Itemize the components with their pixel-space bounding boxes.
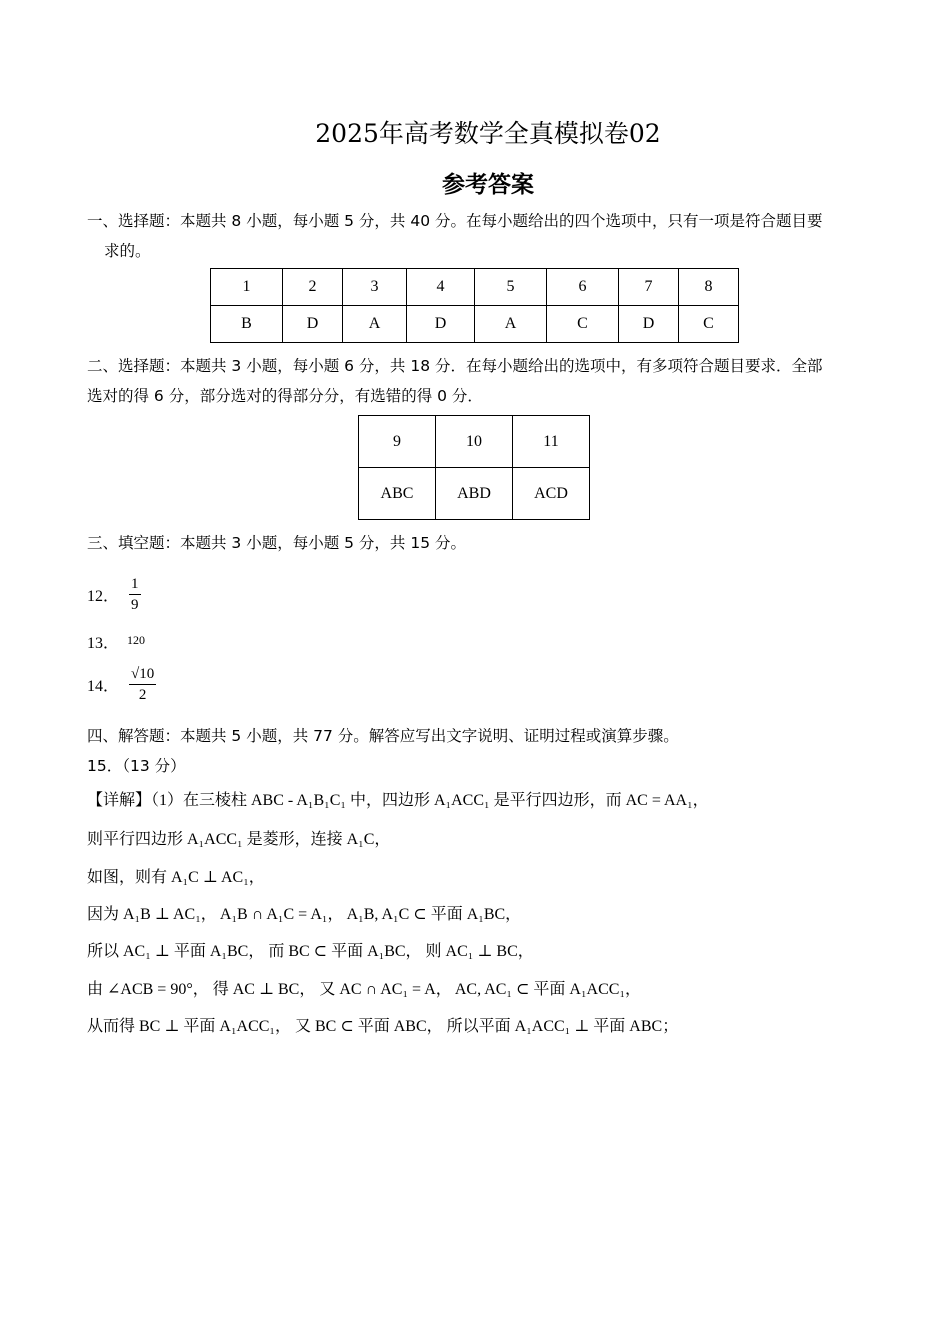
question-label: 14．: [87, 678, 120, 695]
table-cell: ABC: [359, 468, 436, 520]
fraction-numerator: √10: [129, 664, 156, 685]
table-cell: 11: [513, 416, 590, 468]
table-cell: 6: [547, 269, 619, 306]
document-subtitle: 参考答案: [442, 172, 534, 198]
answer-12-fraction: [129, 574, 141, 615]
section2-answer-table: [358, 415, 590, 520]
section2-heading-line1: 二、选择题：本题共 3 小题，每小题 6 分，共 18 分．在每小题给出的选项中，有多项符合题目要求．全部: [87, 357, 823, 375]
fraction-denominator: 2: [138, 687, 147, 703]
section1-answer-table: [210, 268, 739, 343]
table-cell: 8: [679, 269, 739, 306]
answer-14: [87, 664, 156, 705]
table-cell: A: [475, 306, 547, 343]
table-cell: D: [407, 306, 475, 343]
answer-13: [87, 630, 145, 653]
table-row-answers: [359, 468, 590, 520]
solution-line: 由 ∠ACB = 90°， 得 AC ⊥ BC， 又 AC ∩ AC₁ = A， AC, AC₁ ⊂ 平面 A₁ACC₁，: [87, 981, 642, 998]
table-cell: ABD: [436, 468, 513, 520]
solution-line: 【详解】（1）在三棱柱 ABC - A₁B₁C₁ 中，四边形 A₁ACC₁ 是平行四边形，而 AC = AA₁，: [87, 792, 709, 809]
section2-heading-line2: 选对的得 6 分，部分选对的得部分分，有选错的得 0 分．: [87, 387, 483, 405]
table-cell: ACD: [513, 468, 590, 520]
document-title: 2025年高考数学全真模拟卷02: [315, 119, 661, 148]
table-cell: B: [211, 306, 283, 343]
table-row-answers: [211, 306, 739, 343]
solution-line: 则平行四边形 A₁ACC₁ 是菱形，连接 A₁C，: [87, 831, 391, 848]
section1-heading-line1: 一、选择题：本题共 8 小题，每小题 5 分，共 40 分。在每小题给出的四个选项中，只有一项是符合题目要: [87, 212, 823, 230]
table-cell: 10: [436, 416, 513, 468]
solution-line: 因为 A₁B ⊥ AC₁， A₁B ∩ A₁C = A₁， A₁B, A₁C ⊂ 平面 A₁BC，: [87, 906, 522, 923]
table-cell: D: [619, 306, 679, 343]
table-row-numbers: [359, 416, 590, 468]
section1-heading-line2: 求的。: [104, 242, 151, 260]
table-cell: D: [283, 306, 343, 343]
question-label: 12．: [87, 588, 120, 605]
table-cell: C: [547, 306, 619, 343]
table-cell: 4: [407, 269, 475, 306]
table-cell: 1: [211, 269, 283, 306]
table-cell: 7: [619, 269, 679, 306]
table-cell: 3: [343, 269, 407, 306]
table-cell: 2: [283, 269, 343, 306]
section2-heading: [87, 351, 887, 411]
solution-line: 从而得 BC ⊥ 平面 A₁ACC₁， 又 BC ⊂ 平面 ABC， 所以平面 A₁ACC₁ ⊥ 平面 ABC；: [87, 1018, 679, 1035]
question-15-label: 15．（13 分）: [87, 757, 186, 775]
table-cell: A: [343, 306, 407, 343]
answer-12: [87, 574, 141, 615]
fraction-denominator: 9: [131, 597, 139, 613]
answer-14-fraction: [129, 664, 156, 705]
table-cell: C: [679, 306, 739, 343]
table-row-numbers: [211, 269, 739, 306]
table-cell: 5: [475, 269, 547, 306]
answer-13-value: 120: [127, 633, 146, 647]
table-cell: 9: [359, 416, 436, 468]
section4-heading: 四、解答题：本题共 5 小题，共 77 分。解答应写出文字说明、证明过程或演算步骤。: [87, 727, 679, 745]
section3-heading: 三、填空题：本题共 3 小题，每小题 5 分，共 15 分。: [87, 534, 467, 552]
section1-heading: [87, 206, 877, 266]
question-label: 13．: [87, 635, 120, 652]
fraction-numerator: 1: [129, 574, 141, 595]
solution-line: 如图，则有 A₁C ⊥ AC₁，: [87, 869, 265, 886]
solution-line: 所以 AC₁ ⊥ 平面 A₁BC， 而 BC ⊂ 平面 A₁BC， 则 AC₁ ⊥ BC，: [87, 943, 534, 960]
